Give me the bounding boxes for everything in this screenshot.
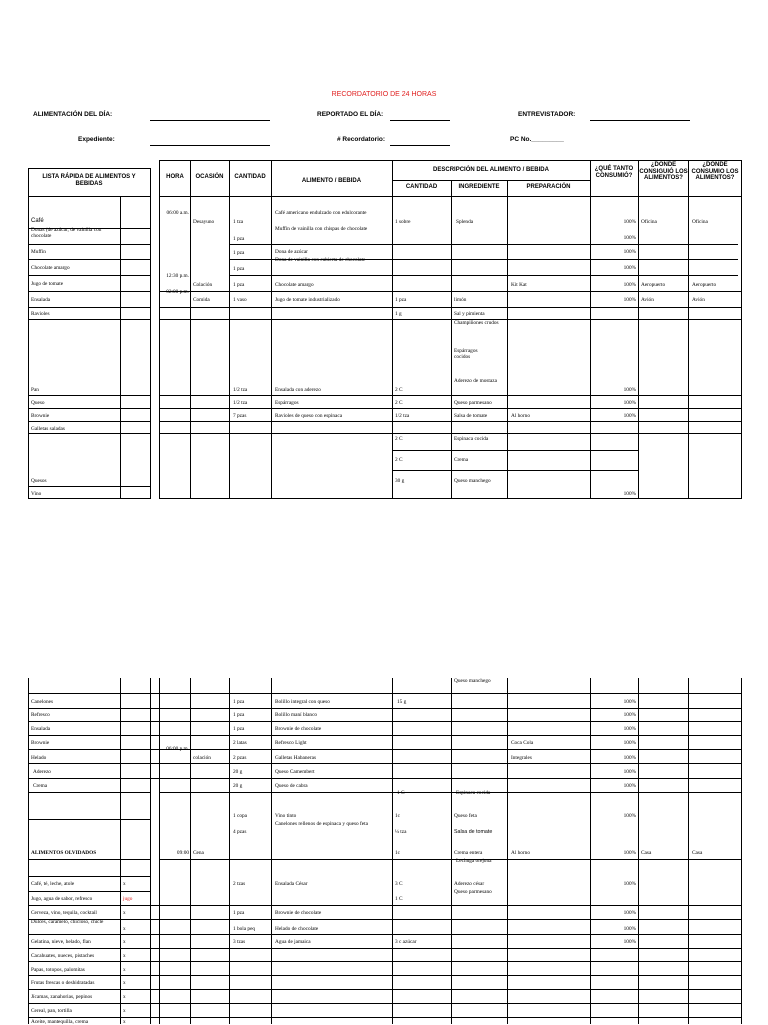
header-ocasion: OCASIÓN [195, 174, 224, 180]
preparacion-cell: Coca Cola [511, 740, 534, 746]
ingrediente-cell: Salsa de tomate [454, 829, 493, 835]
cantidad-cell: 2 tzas [233, 881, 246, 887]
alimentacion-field[interactable] [150, 111, 270, 121]
header-alimento: ALIMENTO / BEBIDA [301, 178, 362, 184]
consumo-cell: 100% [623, 712, 636, 718]
cantidad-cell: 1 pza [233, 910, 245, 916]
olvidados-item: Café, té, leche, atole [31, 881, 75, 887]
alimento-cell: Canelones rellenos de espinaca y queso feta [275, 821, 368, 827]
ocasion-cell: Desayuno [193, 219, 215, 225]
list-item: Chocolate amargo [31, 265, 70, 271]
header-hora: HORA [166, 174, 184, 180]
desc-cantidad-cell: 1c [395, 813, 400, 819]
desc-cantidad-cell: 2 C [395, 457, 403, 463]
cantidad-cell: 1 copa [233, 813, 247, 819]
consumo-cell: 100% [623, 881, 636, 887]
hora-cell: 06:00 a.m. [166, 210, 189, 216]
list-item: Brownie [31, 413, 50, 419]
desc-cantidad-cell: 30 g [395, 478, 405, 484]
consumo-cell: 100% [623, 235, 636, 241]
header-descripcion: DESCRIPCIÓN DEL ALIMENTO / BEBIDA [433, 167, 549, 173]
consumo-cell: 100% [623, 400, 636, 406]
desc-cantidad-cell: ¼ tza [395, 829, 407, 835]
cantidad-cell: 1 pza [233, 250, 245, 256]
olvidados-mark[interactable]: x [123, 926, 126, 932]
alimento-cell: Brownie de chocolate [275, 910, 322, 916]
preparacion-cell: Kit Kat [511, 282, 527, 288]
ingrediente-cell: Splenda [456, 219, 474, 225]
desc-cantidad-cell: 3 c azúcar [395, 939, 417, 945]
cantidad-cell: 2 latas [233, 740, 247, 746]
header-cantidad: CANTIDAD [234, 174, 266, 180]
list-item: Jugo de tomate [31, 281, 64, 287]
ingrediente-cell: Queso feta [454, 813, 477, 819]
alimento-cell: Bolillo integral con queso [275, 699, 330, 705]
recordatorio-label: # Recordatorio: [337, 136, 386, 143]
consumo-cell: 100% [623, 755, 636, 761]
cantidad-cell: 7 pzas [233, 413, 247, 419]
olvidados-item: Papas, totopos, palomitas [31, 967, 85, 973]
cantidad-cell: 1 bola peq [233, 926, 256, 932]
consumo-cell: 100% [623, 249, 636, 255]
alimento-cell: Ensalada César [275, 881, 308, 887]
header-donde-consiguio: ¿DONDE CONSIGUIÓ LOS ALIMENTOS? [639, 162, 688, 181]
alimento-cell: Refresco Light [275, 740, 307, 746]
alimento-cell: Jugo de tomate industrializado [275, 297, 340, 303]
olvidados-mark[interactable]: x [123, 910, 126, 916]
consumo-cell: 100% [623, 265, 636, 271]
olvidados-mark[interactable]: x [123, 939, 126, 945]
olvidados-item: Cereal, pan, tortilla [31, 1008, 72, 1014]
cantidad-cell: 1/2 tza [233, 400, 248, 406]
consumo-cell: 100% [623, 910, 636, 916]
consiguio-cell: Oficina [641, 219, 657, 225]
alimento-cell: Bolillo maní blanco [275, 712, 318, 718]
consumo-cell: 100% [623, 297, 636, 303]
ingrediente-cell: Espinaca cocida [456, 790, 491, 796]
cantidad-cell: 1 tza [233, 219, 244, 225]
cantidad-cell: 1 pza [233, 236, 245, 242]
ingrediente-cell: Espárragos cocidos [454, 348, 478, 360]
desc-cantidad-cell: 1c [395, 850, 400, 856]
olvidados-mark[interactable]: x [123, 1019, 126, 1025]
list-item: Aderezo [33, 769, 51, 775]
ingrediente-cell: limón [454, 297, 467, 303]
consumo-cell: 100% [623, 387, 636, 393]
desc-cantidad-cell: 1 C [395, 896, 403, 902]
cantidad-cell: 1/2 tza [233, 387, 248, 393]
alimento-cell: Queso de cabra [275, 783, 308, 789]
list-item: Queso [31, 400, 45, 406]
entrevistador-label: ENTREVISTADOR: [518, 111, 576, 118]
consumo-cell: 100% [623, 939, 636, 945]
cantidad-cell: 20 g [233, 783, 243, 789]
desc-cantidad-cell: 3 C [395, 881, 403, 887]
pc-label: PC No._________ [510, 136, 564, 143]
consumio-cell: Oficina [692, 219, 708, 225]
consumo-cell: 100% [623, 699, 636, 705]
alimentacion-label: ALIMENTACIÓN DEL DÍA: [33, 111, 113, 118]
list-item: Donas (de azúcar, de vainilla con chocolate [31, 227, 102, 239]
hora-cell: 02:00 p.m. [166, 289, 189, 295]
alimento-cell: Ensalada con aderezo [275, 387, 321, 393]
olvidados-mark[interactable]: x [123, 967, 126, 973]
olvidados-mark[interactable]: x [123, 953, 126, 959]
ingrediente-cell: Crema entera [454, 850, 483, 856]
cantidad-cell: 1 pza [233, 282, 245, 288]
header-donde-consumio: ¿DÓNDE CONSUMIO LOS ALIMENTOS? [691, 162, 739, 181]
ingrediente-cell: Queso manchego [454, 478, 491, 484]
desc-cantidad-cell: 15 g [397, 699, 407, 705]
ingrediente-cell: Lechuga orejona [456, 858, 492, 864]
list-item: Canelones [31, 699, 54, 705]
desc-cantidad-cell: 2 C [395, 400, 403, 406]
header-desc-cantidad: CANTIDAD [405, 184, 438, 190]
expediente-field[interactable] [150, 136, 270, 146]
olvidados-item: Jugo, agua de sabor, refresco [31, 896, 93, 902]
alimento-cell: Vino tinto [275, 813, 297, 819]
consumo-cell: 100% [623, 219, 636, 225]
header-que-tanto: ¿QUÉ TANTO CONSUMIÓ? [594, 166, 634, 179]
olvidados-item: Cerveza, vino, tequila, cocktail [31, 910, 97, 916]
cantidad-cell: 1 pza [233, 726, 245, 732]
olvidados-item: Jícamas, zanahorias, pepinos [31, 994, 93, 1000]
hora-cell: 12:30 p.m. [166, 273, 189, 279]
ingrediente-cell: Sal y pimienta [454, 311, 485, 317]
consumo-cell: 100% [623, 282, 636, 288]
reportado-field[interactable] [390, 111, 450, 121]
list-item: Café [31, 218, 44, 224]
ingrediente-cell: Queso parmesano [454, 889, 492, 895]
list-item: Brownie [31, 740, 50, 746]
ocasion-cell: Cena [193, 850, 204, 856]
consumo-cell: 100% [623, 769, 636, 775]
ocasion-cell: colación [193, 755, 211, 761]
ingrediente-cell: Espinaca cocida [454, 436, 489, 442]
alimento-cell: Café americano endulzado con edulcorante [275, 210, 367, 216]
header-ingrediente: INGREDIENTE [458, 184, 500, 190]
preparacion-cell: Al horno [511, 850, 530, 856]
desc-cantidad-cell: 1 pza [395, 297, 407, 303]
alimento-cell: Espárragos [275, 400, 299, 406]
list-item: Ensalada [31, 297, 51, 303]
consiguio-cell: Avión [641, 297, 654, 303]
ingrediente-cell: Salsa de tomate [454, 413, 488, 419]
preparacion-cell: Al horno [511, 413, 530, 419]
consumio-cell: Avión [692, 297, 705, 303]
page-title: RECORDATORIO DE 24 HORAS [331, 91, 437, 98]
olvidados-title: ALIMENTOS OLVIDADOS [31, 850, 97, 856]
cantidad-cell: 1 vaso [233, 297, 247, 303]
preparacion-cell: Integrales [511, 755, 532, 761]
ingrediente-cell: Queso parmesano [454, 400, 492, 406]
desc-cantidad-cell: 1 sobre [395, 219, 411, 225]
alimento-cell: Muffin de vainilla con chispas de chocolate [275, 226, 368, 232]
consumio-cell: Aeropuerto [692, 282, 717, 288]
cantidad-cell: 2 pzas [233, 755, 247, 761]
list-item: Ensalada [31, 726, 51, 732]
consumo-cell: 100% [623, 413, 636, 419]
consumo-cell: 100% [623, 783, 636, 789]
alimento-cell: Dona de vainilla con cubierta de chocolate [275, 257, 366, 263]
olvidados-mark[interactable]: x [123, 1008, 126, 1014]
olvidados-item: Gelatina, nieve, helado, flan [31, 939, 91, 945]
olvidados-item: Aceite, mantequilla, crema [31, 1019, 89, 1025]
cantidad-cell: 3 tzas [233, 939, 246, 945]
olvidados-item: Cacahuates, nueces, pistaches [31, 953, 95, 959]
cantidad-cell: 1 pza [233, 699, 245, 705]
list-item: Vino [31, 491, 42, 497]
alimento-cell: Agua de jamaica [275, 939, 311, 945]
list-item: Muffin [31, 249, 46, 255]
consiguio-cell: Casa [641, 850, 652, 856]
alimento-cell: Chocolate amargo [275, 282, 314, 288]
list-item: Quesos [31, 478, 47, 484]
alimento-cell: Brownie de chocolate [275, 726, 322, 732]
olvidados-mark[interactable]: jugo [123, 896, 133, 902]
recordatorio-field[interactable] [390, 136, 450, 146]
consumo-cell: 100% [623, 726, 636, 732]
consiguio-cell: Aeropuerto [641, 282, 666, 288]
ocasion-cell: Colación [193, 282, 213, 288]
cantidad-cell: 1 pza [233, 266, 245, 272]
desc-cantidad-cell: 1 g [395, 311, 402, 317]
desc-cantidad-cell: 2 C [395, 436, 403, 442]
reportado-label: REPORTADO EL DÍA: [317, 111, 384, 118]
consumo-cell: 100% [623, 491, 636, 497]
ingrediente-cell: Champiñones crudos [454, 320, 499, 326]
cantidad-cell: 20 g [233, 769, 243, 775]
header-lista: LISTA RÁPIDA DE ALIMENTOS Y BEBIDAS [42, 174, 136, 187]
list-item: Pan [31, 387, 39, 393]
olvidados-item: Frutas frescas o deshidratadas [31, 980, 95, 986]
ingrediente-cell: Aderezo de mostaza [454, 378, 497, 384]
consumo-cell: 100% [623, 813, 636, 819]
header-preparacion: PREPARACIÓN [526, 184, 571, 190]
desc-cantidad-cell: 1/2 tza [395, 413, 410, 419]
list-item: Galletas saladas [31, 426, 65, 432]
alimento-cell: Ravioles de queso con espinaca [275, 413, 343, 419]
olvidados-mark[interactable]: x [123, 881, 126, 887]
list-item: Refresco [31, 712, 50, 718]
ingrediente-cell: Queso manchego [454, 678, 491, 684]
ocasion-cell: Comida [193, 297, 210, 303]
list-item: Helado [31, 755, 47, 761]
consumo-cell: 100% [623, 740, 636, 746]
alimento-cell: Galletas Habaneras [275, 755, 317, 761]
entrevistador-field[interactable] [590, 111, 690, 121]
olvidados-mark[interactable]: x [123, 980, 126, 986]
desc-cantidad-cell: 1 C [397, 790, 405, 796]
hora-cell: 06:00 p.m. [166, 746, 189, 752]
expediente-label: Expediente: [78, 136, 115, 143]
consumo-cell: 100% [623, 926, 636, 932]
cantidad-cell: 1 pza [233, 712, 245, 718]
list-item: Crema [33, 783, 48, 789]
alimento-cell: Queso Camembert [275, 769, 315, 775]
ingrediente-cell: Crema [454, 457, 469, 463]
cantidad-cell: 4 pzas [233, 829, 247, 835]
alimento-cell: Helado de chocolate [275, 926, 319, 932]
ingrediente-cell: Aderezo césar [454, 881, 485, 887]
hora-cell: 09:00 [176, 850, 189, 856]
consumio-cell: Casa [692, 850, 703, 856]
olvidados-item: Dulces, caramelo, chicloso, chicle [31, 919, 104, 925]
list-item: Ravioles [31, 311, 50, 317]
alimento-cell: Dona de azúcar [275, 249, 308, 255]
olvidados-mark[interactable]: x [123, 994, 126, 1000]
desc-cantidad-cell: 2 C [395, 387, 403, 393]
consumo-cell: 100% [623, 850, 636, 856]
